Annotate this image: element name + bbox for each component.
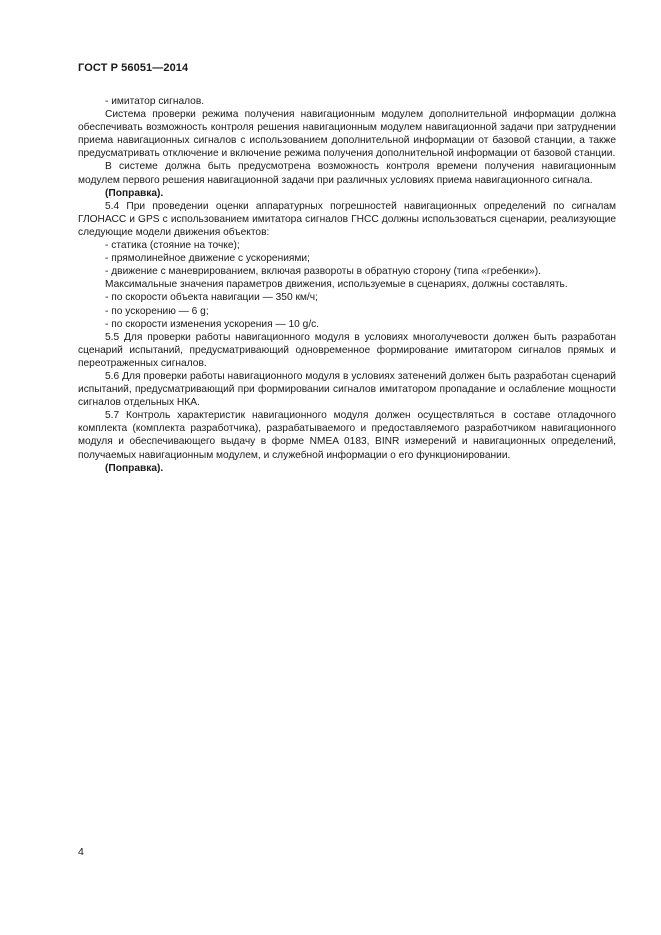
list-item: - по скорости изменения ускорения — 10 g/c. (105, 318, 320, 330)
paragraph: - имитатор сигналов. (105, 96, 205, 107)
paragraph-5-7: 5.7 Контроль характеристик навигационного модуля должен осуществляться в составе отладочного комплекта (комплекта разработчика), разрабатываемого и предоставляемого разработчиком навигационного модуля и обеспечивающего выдачу в форме NMEA 0183, BINR измерений и навигационных определений, получаемых навигационным модулем, и служебной информации о его функционировании. (78, 410, 616, 461)
paragraph-5-6: 5.6 Для проверки работы навигационного модуля в условиях затенений должен быть разработан сценарий испытаний, предусматривающий при формировании сигналов имитатором пропадание и ослабление мощности сигналов отдельных НКА. (78, 370, 616, 409)
paragraph: Максимальные значения параметров движения, используемые в сценариях, должны составлять. (105, 279, 568, 291)
amendment-note: (Поправка). (105, 462, 164, 474)
document-header: ГОСТ Р 56051—2014 (78, 62, 189, 74)
paragraph-5-4: 5.4 При проведении оценки аппаратурных погрешностей навигационных определений по сигналам ГЛОНАСС и GPS с использованием имитатора сигналов ГНСС должны использоваться сценарии, реализующие следующие модели движения объектов: (78, 200, 616, 238)
paragraph: Система проверки режима получения навигационным модулем дополнительной информации должна обеспечивать возможность контроля решения навигационным модулем навигационной задачи при затруднении приема навигационных сигналов с использованием дополнительной информации от базовой станции, а также предусматривать отключение и включение режима получения дополнительной информации от базовой станции. (78, 109, 616, 160)
list-item: - статика (стояние на точке); (105, 240, 240, 252)
list-item: - по скорости объекта навигации — 350 км/ч; (105, 292, 318, 304)
amendment-note: (Поправка). (105, 187, 164, 199)
paragraph: В системе должна быть предусмотрена возможность контроля времени получения навигационным модулем первого решения навигационной задачи при различных условиях приема навигационного сигнала. (78, 161, 616, 186)
page-number: 4 (78, 846, 84, 858)
list-item: - прямолинейное движение с ускорениями; (105, 253, 310, 265)
list-item: - движение с маневрированием, включая развороты в обратную сторону (типа «гребенки»). (105, 266, 541, 278)
list-item: - по ускорению — 6 g; (105, 305, 209, 317)
paragraph-5-5: 5.5 Для проверки работы навигационного модуля в условиях многолучевости должен быть разработан сценарий испытаний, предусматривающий одновременное формирование имитатором сигналов прямых и переотраженных сигналов. (78, 331, 616, 369)
document-body (78, 95, 616, 475)
